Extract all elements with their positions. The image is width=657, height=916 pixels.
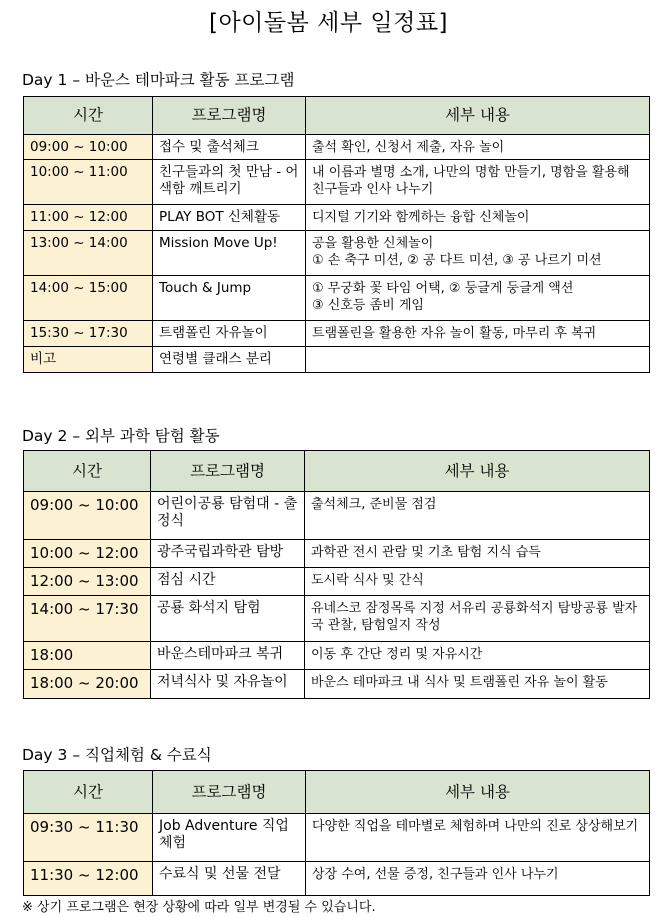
time-cell: 11:00 ~ 12:00 <box>24 205 153 231</box>
table-row <box>24 231 650 276</box>
table-row <box>24 596 650 642</box>
detail-cell <box>305 596 650 642</box>
time-cell: 10:00 ~ 12:00 <box>24 540 151 568</box>
detail-cell <box>306 321 650 347</box>
detail-line: ① 손 축구 미션, ② 공 다트 미션, ③ 공 나르기 미션 <box>312 253 602 268</box>
program-cell: 공룡 화석지 탐험 <box>151 596 305 642</box>
detail-line: 이동 후 간단 정리 및 자유시간 <box>311 647 483 662</box>
column-header-detail: 세부 내용 <box>305 451 650 492</box>
detail-cell <box>305 492 650 540</box>
detail-line: 바운스 테마파크 내 식사 및 트램폴린 자유 놀이 활동 <box>311 675 608 690</box>
time-cell: 18:00 <box>24 642 151 670</box>
detail-cell <box>305 568 650 596</box>
detail-cell <box>306 276 650 321</box>
time-cell: 14:00 ~ 17:30 <box>24 596 151 642</box>
detail-cell <box>306 814 650 862</box>
footnote: ※ 상기 프로그램은 현장 상황에 따라 일부 변경될 수 있습니다. <box>22 900 376 915</box>
program-cell: 친구들과의 첫 만남 - 어색함 깨트리기 <box>153 160 306 205</box>
time-cell: 09:00 ~ 10:00 <box>24 492 151 540</box>
table-header-row <box>24 771 650 814</box>
column-header-time: 시간 <box>24 451 151 492</box>
column-header-time: 시간 <box>24 771 153 814</box>
time-cell: 14:00 ~ 15:00 <box>24 276 153 321</box>
time-cell: 09:30 ~ 11:30 <box>24 814 153 862</box>
program-cell: 트램폴린 자유놀이 <box>153 321 306 347</box>
detail-line: ① 무궁화 꽃 타임 어택, ② 둥글게 둥글게 액션 <box>312 281 574 296</box>
detail-line: 유네스코 잠정목록 지정 서유리 공룡화석지 탐방공룡 발자국 관찰, 탐험일지 작성 <box>311 601 638 633</box>
time-cell: 10:00 ~ 11:00 <box>24 160 153 205</box>
table-row <box>24 276 650 321</box>
column-header-detail: 세부 내용 <box>306 97 650 135</box>
detail-cell <box>306 135 650 160</box>
detail-line: 출석 확인, 신청서 제출, 자유 놀이 <box>312 140 505 155</box>
column-header-time: 시간 <box>24 97 153 135</box>
detail-cell <box>306 231 650 276</box>
document-title: [아이돌봄 세부 일정표] <box>208 10 449 36</box>
column-header-program: 프로그램명 <box>151 451 305 492</box>
table-row <box>24 642 650 670</box>
time-cell: 09:00 ~ 10:00 <box>24 135 153 160</box>
table-header-row <box>24 451 650 492</box>
table-row <box>24 862 650 896</box>
day-3-schedule-table <box>23 770 650 896</box>
table-row <box>24 135 650 160</box>
program-cell: 어린이공룡 탐험대 - 출정식 <box>151 492 305 540</box>
detail-line: 내 이름과 별명 소개, 나만의 명함 만들기, 명함을 활용해 친구들과 인사 나누기 <box>312 165 630 197</box>
day-2-schedule-table <box>23 450 650 699</box>
day-3-heading: Day 3 – 직업체험 & 수료식 <box>22 746 212 764</box>
program-cell: 점심 시간 <box>151 568 305 596</box>
time-cell: 15:30 ~ 17:30 <box>24 321 153 347</box>
table-row <box>24 540 650 568</box>
program-cell: Touch & Jump <box>153 276 306 321</box>
table-row <box>24 670 650 699</box>
time-cell: 13:00 ~ 14:00 <box>24 231 153 276</box>
program-cell: Mission Move Up! <box>153 231 306 276</box>
time-cell: 18:00 ~ 20:00 <box>24 670 151 699</box>
table-row <box>24 492 650 540</box>
detail-line: ③ 신호등 좀비 게임 <box>312 298 424 313</box>
detail-cell <box>305 540 650 568</box>
table-row <box>24 568 650 596</box>
time-cell: 비고 <box>24 347 153 373</box>
program-cell: 바운스테마파크 복귀 <box>151 642 305 670</box>
table-row <box>24 321 650 347</box>
column-header-detail: 세부 내용 <box>306 771 650 814</box>
detail-cell <box>306 160 650 205</box>
detail-line: 출석체크, 준비물 점검 <box>311 497 437 512</box>
detail-line: 상장 수여, 선물 증정, 친구들과 인사 나누기 <box>312 867 559 882</box>
detail-cell <box>306 347 650 373</box>
detail-line: 과학관 전시 관람 및 기초 탐험 지식 습득 <box>311 545 541 560</box>
detail-line: 공을 활용한 신체놀이 <box>312 236 434 251</box>
table-row <box>24 347 650 373</box>
time-cell: 11:30 ~ 12:00 <box>24 862 153 896</box>
detail-line: 트램폴린을 활용한 자유 놀이 활동, 마무리 후 복귀 <box>312 326 597 341</box>
program-cell: 저녁식사 및 자유놀이 <box>151 670 305 699</box>
table-row <box>24 814 650 862</box>
detail-line: 디지털 기기와 함께하는 융합 신체놀이 <box>312 210 530 225</box>
column-header-program: 프로그램명 <box>153 771 306 814</box>
table-row <box>24 160 650 205</box>
day-1-schedule-table <box>23 96 650 373</box>
program-cell: 광주국립과학관 탐방 <box>151 540 305 568</box>
program-cell: 연령별 클래스 분리 <box>153 347 306 373</box>
table-row <box>24 205 650 231</box>
column-header-program: 프로그램명 <box>153 97 306 135</box>
detail-cell <box>306 205 650 231</box>
program-cell: PLAY BOT 신체활동 <box>153 205 306 231</box>
program-cell: Job Adventure 직업체험 <box>153 814 306 862</box>
time-cell: 12:00 ~ 13:00 <box>24 568 151 596</box>
detail-line: 다양한 직업을 테마별로 체험하며 나만의 진로 상상해보기 <box>312 819 639 834</box>
detail-line: 도시락 식사 및 간식 <box>311 573 424 588</box>
detail-cell <box>305 642 650 670</box>
detail-cell <box>305 670 650 699</box>
day-2-heading: Day 2 – 외부 과학 탐험 활동 <box>22 427 220 445</box>
day-1-heading: Day 1 – 바운스 테마파크 활동 프로그램 <box>22 71 295 89</box>
program-cell: 접수 및 출석체크 <box>153 135 306 160</box>
table-header-row <box>24 97 650 135</box>
detail-cell <box>306 862 650 896</box>
program-cell: 수료식 및 선물 전달 <box>153 862 306 896</box>
